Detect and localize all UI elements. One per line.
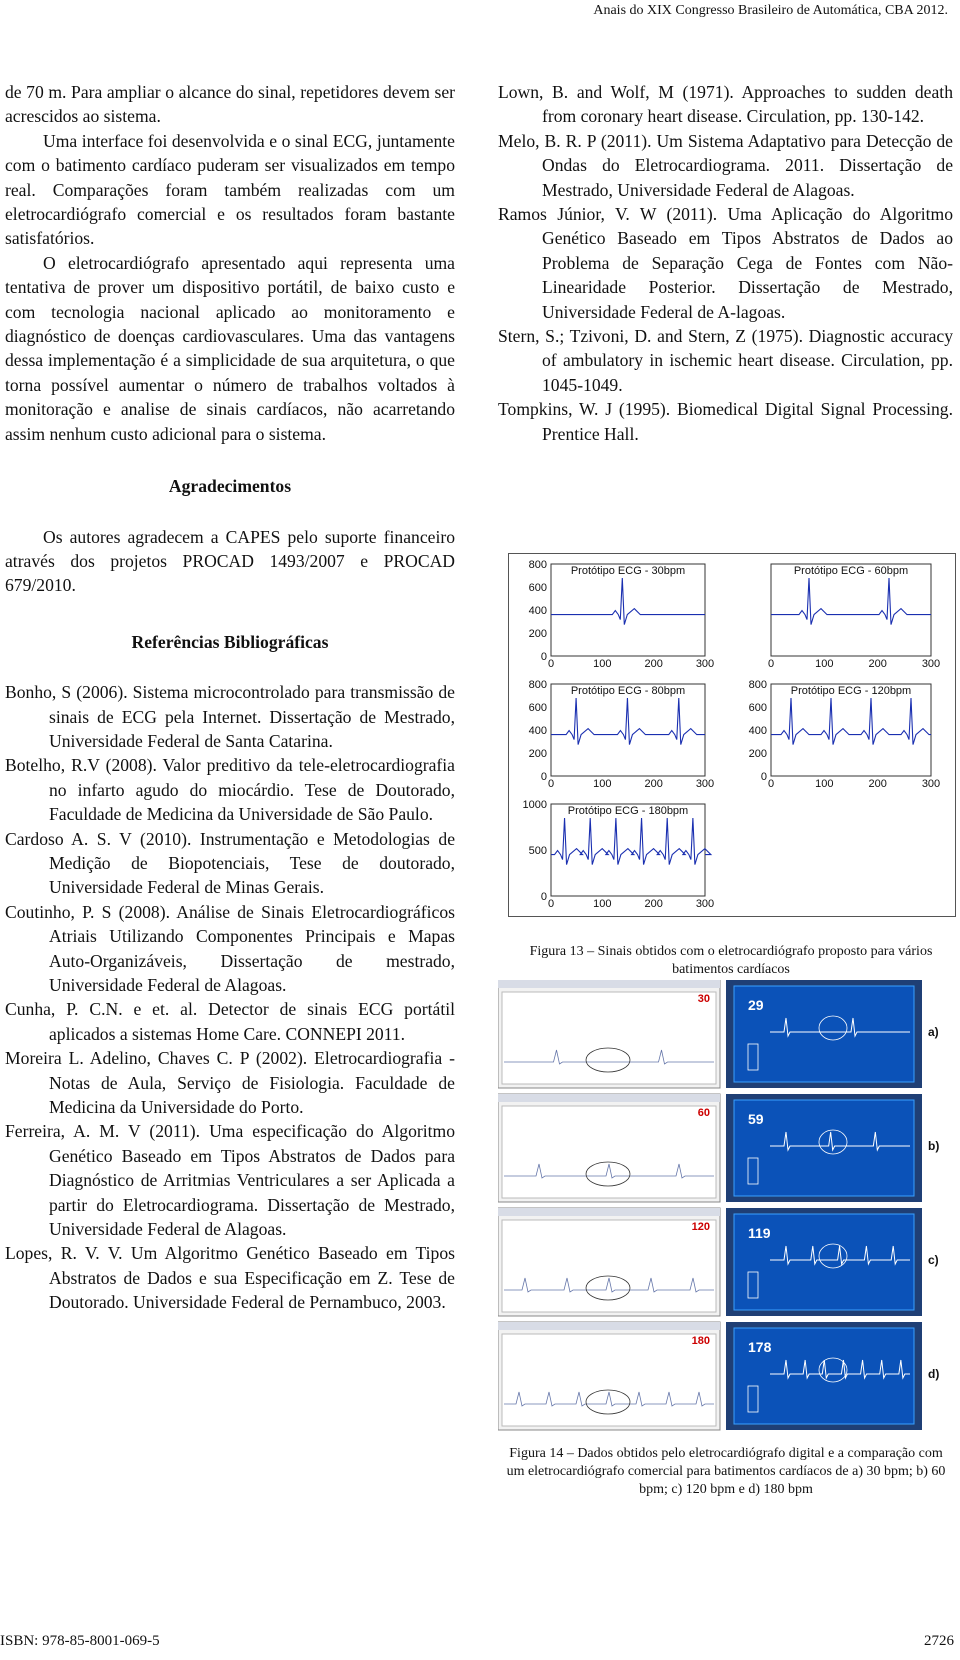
monitor-bpm-value: 59 bbox=[748, 1111, 764, 1127]
y-tick-label: 400 bbox=[528, 725, 547, 737]
x-tick-label: 0 bbox=[547, 898, 555, 910]
paragraph: Uma interface foi desenvolvida e o sinal ECG, juntamente com o batimento cardíaco puderam ser visualizados em tempo real. Comparações foram também realizadas com um eletrocardiógrafo comercial e os resultados foram bastante satisfatórios. bbox=[5, 130, 455, 249]
chart-title: Protótipo ECG - 180bpm bbox=[567, 805, 689, 817]
ecg-charts bbox=[509, 554, 955, 916]
comparison-panel bbox=[498, 1322, 939, 1430]
x-tick-label: 0 bbox=[767, 778, 775, 790]
y-tick-label: 200 bbox=[748, 748, 767, 760]
window-titlebar bbox=[498, 1094, 720, 1102]
monitor-comparison bbox=[498, 980, 950, 1442]
comparison-panel bbox=[498, 1208, 939, 1316]
reference-item: Botelho, R.V (2008). Valor preditivo da tele-eletrocardiografia no infarto agudo do miocárdio. Tese de Doutorado, Faculdade de Medicina da Universidade de São Paulo. bbox=[5, 755, 455, 825]
reference-item: Moreira L. Adelino, Chaves C. P (2002). Eletrocardiografia - Notas de Aula, Serviço de Fisiologia. Faculdade de Medicina da Universidade do Porto. bbox=[5, 1048, 455, 1118]
reference-item: Ferreira, A. M. V (2011). Uma especificação do Algoritmo Genético Baseado em Tipos Abstratos de Dados para Diagnóstico de Arritmias Ventriculares a ser Aplicada a partir do Eletrocardiograma. Dissertação de Mestrado, Universidade Federal de Alagoas. bbox=[5, 1121, 455, 1240]
plot-area bbox=[551, 564, 705, 656]
paragraph: O eletrocardiógrafo apresentado aqui representa uma tentativa de prover um dispositivo portátil, de baixo custo e com tecnologia nacional aplicado ao monitoramento e diagnóstico de doenças cardiovasculares. Uma das vantagens dessa implementação é a simplicidade de sua arquitetura, o que torna possível aumentar o número de trabalhos voltados à monitoração e analise de sinais cardíacos, não acarretando assim nenhum custo adicional para o sistema. bbox=[5, 252, 455, 444]
plot-area bbox=[771, 684, 931, 776]
references-heading: Referências Bibliográficas bbox=[131, 631, 329, 652]
left-column bbox=[5, 80, 455, 1315]
ecg-chart bbox=[749, 679, 941, 790]
panel-label: a) bbox=[928, 1025, 939, 1039]
y-tick-label: 800 bbox=[748, 679, 767, 691]
plot-area bbox=[771, 564, 931, 656]
x-tick-label: 100 bbox=[593, 898, 612, 910]
x-tick-label: 200 bbox=[868, 778, 887, 790]
page-header bbox=[0, 3, 960, 19]
y-tick-label: 400 bbox=[748, 725, 767, 737]
waveform-area bbox=[502, 992, 716, 1084]
y-tick-label: 400 bbox=[528, 605, 547, 617]
reference-item: Lopes, R. V. V. Um Algoritmo Genético Baseado em Tipos Abstratos de Dados e sua Especificação em Z. Tese de Doutorado. Universidade Federal de Pernambuco, 2003. bbox=[5, 1243, 455, 1313]
isbn: ISBN: 978-85-8001-069-5 bbox=[0, 1633, 160, 1649]
x-tick-label: 300 bbox=[921, 658, 941, 670]
x-tick-label: 0 bbox=[547, 658, 555, 670]
software-bpm-value: 120 bbox=[691, 1221, 710, 1233]
reference-list bbox=[5, 680, 455, 1315]
y-tick-label: 600 bbox=[528, 582, 547, 594]
x-tick-label: 100 bbox=[593, 778, 612, 790]
software-bpm-value: 60 bbox=[697, 1107, 710, 1119]
software-bpm-value: 30 bbox=[697, 993, 710, 1005]
reference-item: Ramos Júnior, V. W (2011). Uma Aplicação do Algoritmo Genético Baseado em Tipos Abstratos de Dados ao Problema de Separação Cega de Fontes com Não-Linearidade Posterior. Dissertação de Mestrado, Universidade Federal de A-lagoas. bbox=[498, 204, 953, 322]
paragraph: de 70 m. Para ampliar o alcance do sinal, repetidores devem ser acrescidos ao sistema. bbox=[5, 82, 455, 127]
chart-title: Protótipo ECG - 30bpm bbox=[570, 565, 686, 577]
y-tick-label: 0 bbox=[540, 651, 547, 663]
ecg-chart bbox=[768, 564, 940, 670]
waveform-area bbox=[502, 1106, 716, 1198]
page-number: 2726 bbox=[924, 1633, 954, 1649]
y-tick-label: 600 bbox=[748, 702, 767, 714]
y-tick-label: 1000 bbox=[522, 799, 547, 811]
x-tick-label: 100 bbox=[593, 658, 612, 670]
reference-list bbox=[498, 80, 953, 446]
panel-label: d) bbox=[928, 1367, 940, 1381]
monitor-bpm-value: 119 bbox=[748, 1225, 771, 1241]
panel-label: c) bbox=[928, 1253, 939, 1267]
reference-item: Tompkins, W. J (1995). Biomedical Digital Signal Processing. Prentice Hall. bbox=[498, 399, 953, 444]
x-tick-label: 200 bbox=[644, 898, 663, 910]
x-tick-label: 300 bbox=[695, 778, 715, 790]
y-tick-label: 200 bbox=[528, 748, 547, 760]
ecg-chart bbox=[529, 679, 715, 790]
x-tick-label: 100 bbox=[815, 778, 834, 790]
reference-item: Stern, S.; Tzivoni, D. and Stern, Z (1975). Diagnostic accuracy of ambulatory in ischemic heart disease. Circulation, pp. 1045-1049. bbox=[498, 326, 953, 395]
figure-14-caption: Figura 14 – Dados obtidos pelo eletrocardiógrafo digital e a comparação com um eletrocardiógrafo comercial para batimentos cardíacos de a) 30 bpm; b) 60 bpm; c) 120 bpm e d) 180 bpm bbox=[506, 1446, 946, 1497]
acknowledgements-text: Os autores agradecem a CAPES pelo suporte financeiro através dos projetos PROCAD 1493/2007 e PROCAD 679/2010. bbox=[5, 526, 455, 596]
monitor-bpm-value: 178 bbox=[748, 1339, 772, 1355]
acknowledgements-heading: Agradecimentos bbox=[168, 476, 292, 497]
y-tick-label: 800 bbox=[528, 559, 547, 571]
figure-13 bbox=[508, 553, 956, 917]
y-tick-label: 200 bbox=[528, 628, 547, 640]
reference-item: Melo, B. R. P (2011). Um Sistema Adaptativo para Detecção de Ondas do Eletrocardiograma. 2011. Dissertação de Mestrado, Universidade Federal de Alagoas. bbox=[498, 130, 953, 200]
x-tick-label: 100 bbox=[815, 658, 834, 670]
software-bpm-value: 180 bbox=[691, 1335, 710, 1347]
x-tick-label: 200 bbox=[644, 658, 663, 670]
comparison-panel bbox=[498, 1094, 939, 1202]
chart-title: Protótipo ECG - 80bpm bbox=[570, 685, 686, 697]
chart-title: Protótipo ECG - 60bpm bbox=[793, 565, 909, 577]
x-tick-label: 300 bbox=[695, 898, 715, 910]
x-tick-label: 0 bbox=[547, 778, 555, 790]
window-titlebar bbox=[498, 980, 720, 988]
y-tick-label: 500 bbox=[528, 845, 547, 857]
panel-label: b) bbox=[928, 1139, 940, 1153]
ecg-chart bbox=[523, 799, 715, 910]
window-titlebar bbox=[498, 1322, 720, 1330]
y-tick-label: 600 bbox=[528, 702, 547, 714]
right-column bbox=[498, 80, 953, 446]
y-tick-label: 800 bbox=[528, 679, 547, 691]
x-tick-label: 0 bbox=[767, 658, 775, 670]
reference-item: Bonho, S (2006). Sistema microcontrolado para transmissão de sinais de ECG pela Internet. Dissertação de Mestrado, Universidade Federal de Santa Catarina. bbox=[5, 682, 455, 751]
reference-item: Cardoso A. S. V (2010). Instrumentação e Metodologias de Medição de Biopotenciais, Tese de doutorado, Universidade Federal de Minas Gerais. bbox=[5, 828, 455, 898]
y-tick-label: 0 bbox=[540, 771, 547, 783]
window-titlebar bbox=[498, 1208, 720, 1216]
chart-title: Protótipo ECG - 120bpm bbox=[790, 685, 912, 697]
x-tick-label: 200 bbox=[644, 778, 663, 790]
reference-item: Coutinho, P. S (2008). Análise de Sinais Eletrocardiográficos Atriais Utilizando Componentes Principais e Mapas Auto-Organizáveis, Dissertação de mestrado, Universidade Federal de Alagoas. bbox=[5, 901, 455, 995]
comparison-panel bbox=[498, 980, 939, 1088]
figure-14 bbox=[498, 980, 950, 1442]
header-text: Anais do XIX Congresso Brasileiro de Automática, CBA 2012. bbox=[593, 3, 948, 18]
x-tick-label: 200 bbox=[868, 658, 887, 670]
x-tick-label: 300 bbox=[921, 778, 941, 790]
y-tick-label: 0 bbox=[540, 891, 547, 903]
waveform-area bbox=[502, 1220, 716, 1312]
reference-item: Lown, B. and Wolf, M (1971). Approaches to sudden death from coronary heart disease. Circulation, pp. 130-142. bbox=[498, 82, 953, 127]
ecg-chart bbox=[529, 559, 715, 670]
figure-13-caption: Figura 13 – Sinais obtidos com o eletrocardiógrafo proposto para vários batimentos cardíacos bbox=[529, 944, 933, 977]
waveform-area bbox=[502, 1334, 716, 1426]
monitor-bpm-value: 29 bbox=[748, 997, 764, 1013]
x-tick-label: 300 bbox=[695, 658, 715, 670]
y-tick-label: 0 bbox=[760, 771, 767, 783]
reference-item: Cunha, P. C.N. e et. al. Detector de sinais ECG portátil aplicados a sistemas Home Care. CONNEPI 2011. bbox=[5, 999, 455, 1044]
